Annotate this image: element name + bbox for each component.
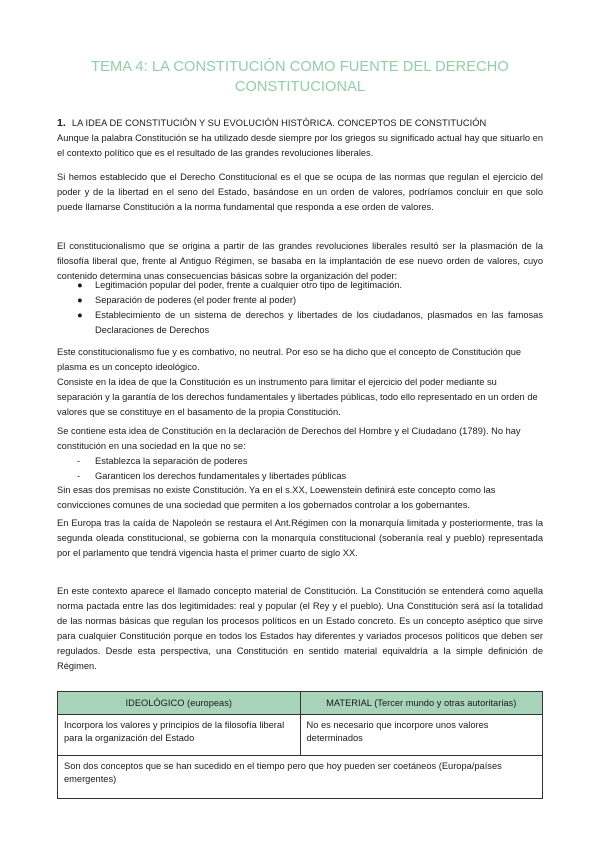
document-title — [60, 57, 540, 97]
table-header-material: MATERIAL (Tercer mundo y otras autoritarias) — [300, 692, 543, 715]
table-row — [58, 715, 543, 756]
bullet-dot-icon: ● — [77, 280, 83, 290]
bullet-dash-icon: - — [77, 456, 81, 466]
paragraph-limitar-poder: Consiste en la idea de que la Constitución es un instrumento para limitar el ejercicio del poder mediante su separación y la garantía de los derechos fundamentales y libertades públicas, todo ello representado en un orden de valores que se constituye en el basamento de la propia Constitución. — [57, 377, 538, 417]
paragraph-intro: Aunque la palabra Constitución se ha utilizado desde siempre por los griegos su significado actual hay que situarlo en el contexto político que es el resultado de las grandes revoluciones liberales. — [57, 133, 543, 158]
list-item: ● Legitimación popular del poder, frente a cualquier otro tipo de legitimación. — [57, 278, 543, 293]
paragraph-concepto-material: En este contexto aparece el llamado concepto material de Constitución. La Constitución se entenderá como aquella norma pactada entre las dos legitimidades: real y popular (el Rey y el pueblo). Una Constitución será así la totalidad de las normas básicas que regulan los procesos políticos en un Estado concreto. Es un concepto aséptico que sirve para cualquier Constitución porque en todos los Estados hay diferentes y variados procesos políticos que deben ser regulados. Desde esta perspectiva, una Constitución en sentido material equivaldría a la simple definición de Régimen. — [57, 586, 543, 671]
list-item: ● Separación de poderes (el poder frente al poder) — [57, 293, 543, 308]
bullet-list-premisas — [57, 454, 543, 484]
paragraph-loewenstein: Sin esas dos premisas no existe Constitución. Ya en el s.XX, Loewenstein definirá este concepto como las convicciones comunes de una sociedad que permiten a los gobernados controlar a los gobernantes. — [57, 485, 496, 510]
table-header-ideologico: IDEOLÓGICO (europeas) — [58, 692, 301, 715]
bullet-dot-icon: ● — [77, 295, 83, 305]
section-number: 1. — [57, 117, 66, 129]
paragraph-europa-napoleon: En Europa tras la caída de Napoleón se restaura el Ant.Régimen con la monarquía limitada y posteriormente, tras la segunda oleada constitucional, se gobierna con la monarquía constitucional (soberanía real y pueblo) representada por el parlamento que tendrá vigencia hasta el primer cuarto de siglo XX. — [57, 518, 543, 558]
list-item: - Establezca la separación de poderes — [57, 454, 543, 469]
section-heading-text: LA IDEA DE CONSTITUCIÓN Y SU EVOLUCIÓN HISTÓRICA. CONCEPTOS DE CONSTITUCIÓN — [71, 118, 487, 128]
comparison-table — [57, 691, 543, 799]
bullet-dot-icon: ● — [77, 310, 83, 320]
list-item: - Garanticen los derechos fundamentales y libertades públicas — [57, 469, 543, 484]
table-cell-ideologico: Incorpora los valores y principios de la filosofía liberal para la organización del Estado — [58, 715, 301, 756]
bullet-dash-icon: - — [77, 471, 81, 481]
list-item: ● Establecimiento de un sistema de derechos y libertades de los ciudadanos, plasmados en las famosas Declaraciones de Derechos — [77, 310, 543, 335]
section-heading — [57, 117, 486, 129]
table-row — [58, 756, 543, 799]
paragraph-concepto-ideologico: Este constitucionalismo fue y es combativo, no neutral. Por eso se ha dicho que el concepto de Constitución que plasma es un concepto ideológico. — [57, 347, 522, 372]
bullet-list-consecuencias — [57, 278, 543, 338]
title-line-1: TEMA 4: LA CONSTITUCIÓN COMO FUENTE DEL DERECHO — [91, 59, 509, 75]
title-line-2: CONSTITUCIONAL — [234, 79, 366, 95]
table-cell-footer: Son dos conceptos que se han sucedido en el tiempo pero que hoy pueden ser coetáneos (Europa/países emergentes) — [58, 756, 543, 799]
paragraph-declaracion-derechos: Se contiene esta idea de Constitución en la declaración de Derechos del Hombre y el Ciudadano (1789). No hay constitución en una sociedad en la que no se: — [57, 426, 521, 451]
paragraph-derecho-constitucional: Si hemos establecido que el Derecho Constitucional es el que se ocupa de las normas que regulan el ejercicio del poder y de la libertad en el seno del Estado, basándose en un orden de valores, podríamos concluir en que solo puede llamarse Constitución a la norma fundamental que responda a ese orden de valores. — [57, 172, 543, 212]
table-cell-material: No es necesario que incorpore unos valores determinados — [300, 715, 543, 756]
paragraph-constitucionalismo: El constitucionalismo que se origina a partir de las grandes revoluciones liberales resultó ser la plasmación de la filosofía liberal que, frente al Antiguo Régimen, se basaba en la implantación de ese nuevo orden de valores, cuyo contenido determina unas consecuencias básicas sobre la organización del poder: — [57, 241, 543, 281]
table-header-row — [58, 692, 543, 715]
